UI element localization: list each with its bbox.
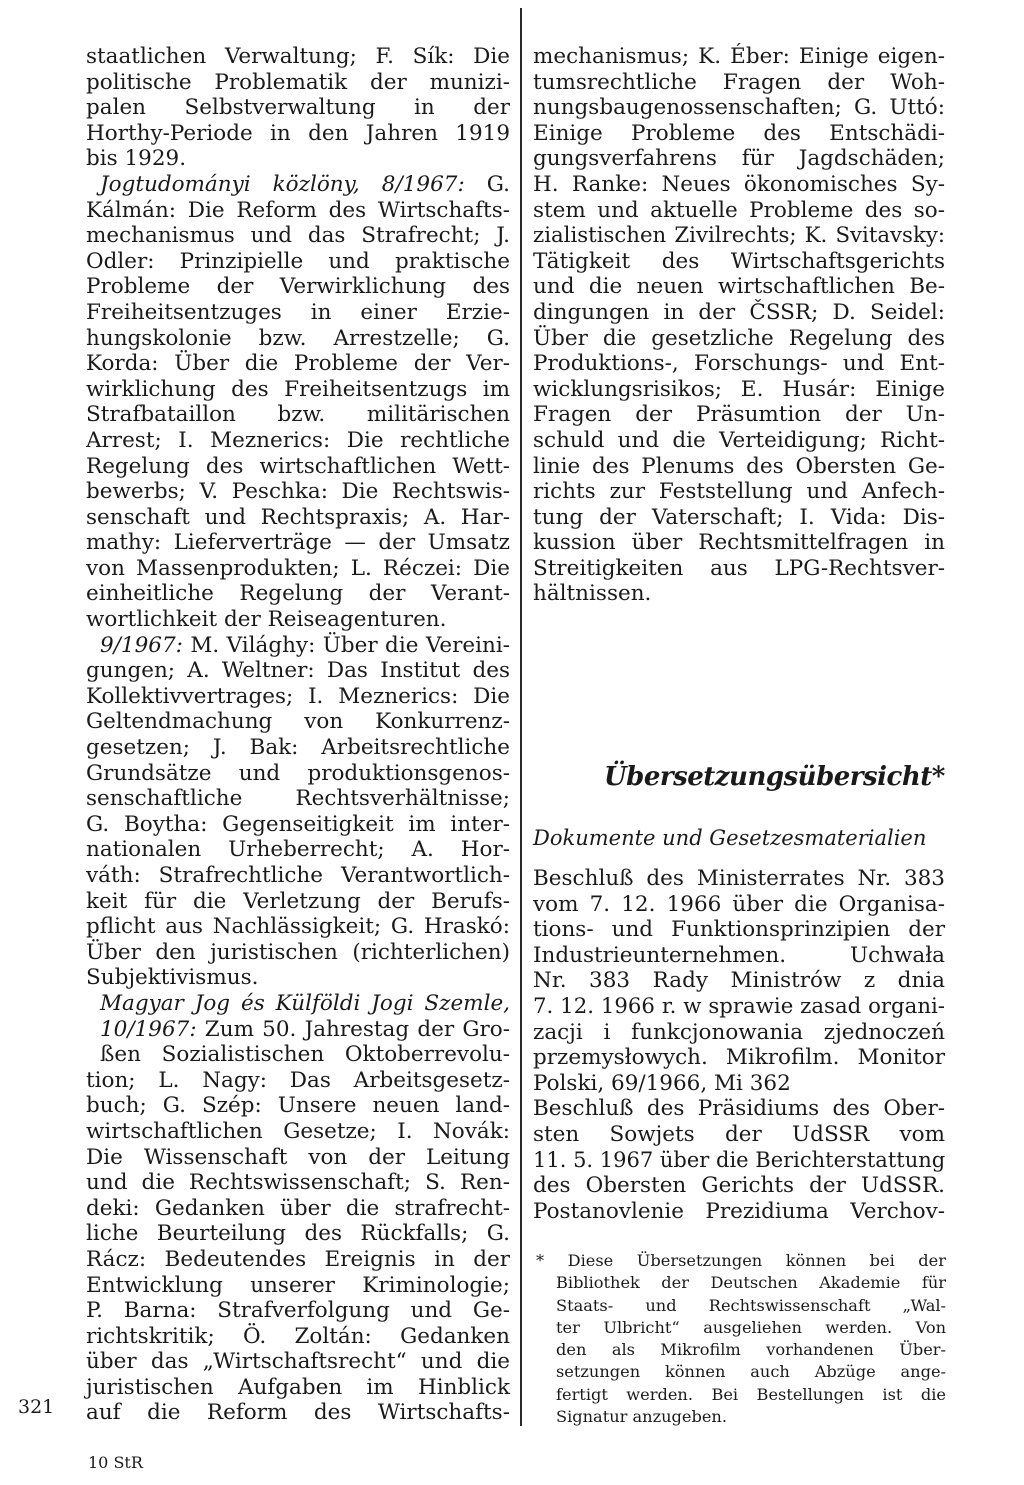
text-line: Grundsätze und produktionsgenos- (86, 760, 510, 786)
text-line: G. Boytha: Gegenseitigkeit im inter- (86, 811, 510, 837)
text-line: zialistischen Zivilrechts; K. Svitavsky: (533, 223, 945, 249)
text-line: Fragen der Präsumtion der Un- (533, 402, 945, 428)
text-line: nationalen Urheberrecht; A. Hor- (86, 837, 510, 863)
text-line: 10/1967: Zum 50. Jahrestag der Gro- (100, 1016, 510, 1042)
text-line: buch; G. Szép: Unsere neuen land- (86, 1093, 510, 1119)
text-line: Regelung des wirtschaftlichen Wett- (86, 453, 510, 479)
text-line: politische Problematik der munizi- (86, 69, 510, 95)
text-line: Einige Probleme des Entschädi- (533, 120, 945, 146)
footnote-line: Staats- und Rechtswissenschaft „Wal- (556, 1295, 946, 1315)
text-line: 7. 12. 1966 r. w sprawie zasad organi- (533, 993, 945, 1019)
text-line: wirtschaftlichen Gesetze; I. Novák: (86, 1118, 510, 1144)
text-line: Arrest; I. Meznerics: Die rechtliche (86, 427, 510, 453)
text-line: Entwicklung unserer Kriminologie; (86, 1272, 510, 1298)
text-line: Kollektivvertrages; I. Meznerics: Die (86, 683, 510, 709)
text-line: senschaftliche Rechtsverhältnisse; (86, 786, 510, 812)
text-line: senschaft und Rechtspraxis; A. Har- (86, 504, 510, 530)
text-line: Streitigkeiten aus LPG-Rechtsver- (533, 555, 945, 581)
text-line: 11. 5. 1967 über die Berichterstattung (533, 1147, 946, 1172)
text-line: stem und aktuelle Probleme des so- (533, 197, 945, 223)
text-line: dingungen in der ČSSR; D. Seidel: (533, 299, 945, 325)
text-line: mechanismus und das Strafrecht; J. (86, 223, 510, 249)
section-heading: Übersetzungsübersicht* (604, 762, 945, 792)
footnote-line: Signatur anzugeben. (556, 1407, 728, 1427)
text-line: staatlichen Verwaltung; F. Sík: Die (86, 44, 510, 69)
text-line: und die neuen wirtschaftlichen Be- (533, 274, 945, 300)
text-line: hältnissen. (533, 581, 652, 607)
text-line: tions- und Funktionsprinzipien der (533, 917, 945, 943)
text-line: Korda: Über die Probleme der Ver- (86, 351, 510, 377)
footnote-line: setzungen können auch Abzüge ange- (556, 1362, 946, 1382)
text-line: bewerbs; V. Peschka: Die Rechtswis- (86, 479, 510, 505)
text-line: wicklungsrisikos; E. Husár: Einige (533, 376, 945, 402)
journal-title: Jogtudományi közlöny, 8/1967: (100, 171, 465, 197)
text-line: vom 7. 12. 1966 über die Organisa- (533, 891, 945, 917)
text-line: keit für die Verletzung der Berufs- (86, 888, 510, 914)
text-line: Subjektivismus. (86, 965, 259, 991)
journal-entry-line (86, 991, 510, 1017)
text-line: Nr. 383 Rady Ministrów z dnia (533, 968, 945, 994)
text-line: Rácz: Bedeutendes Ereignis in der (86, 1246, 510, 1272)
text-line: bis 1929. (86, 146, 187, 172)
text-line: schuld und die Verteidigung; Richt- (533, 427, 945, 453)
footnote-line: Bibliothek der Deutschen Akademie für (556, 1273, 946, 1293)
text-line: wirklichung des Freiheitsentzugs im (86, 376, 510, 402)
footnote-line: den als Mikrofilm vorhandenen Über- (556, 1340, 946, 1360)
text-line: gungen; A. Weltner: Das Institut des (86, 658, 510, 684)
column-divider (520, 8, 522, 1426)
text-line: Horthy-Periode in den Jahren 1919 (86, 120, 510, 146)
text-line: pflicht aus Nachlässigkeit; G. Hraskó: (86, 914, 510, 940)
text-line: richtskritik; Ö. Zoltán: Gedanken (86, 1323, 510, 1349)
journal-title: 9/1967: (100, 632, 183, 658)
text-line: gesetzen; J. Bak: Arbeitsrechtliche (86, 735, 510, 761)
text-line: H. Ranke: Neues ökonomisches Sy- (533, 171, 945, 197)
text-line: Beschluß des Präsidiums des Ober- (533, 1096, 945, 1122)
text-line: zacji i funkcjonowania zjednoczeń (533, 1019, 945, 1045)
footnote-line: * Diese Übersetzungen können bei der (536, 1251, 946, 1270)
text-line: liche Beurteilung des Rückfalls; G. (86, 1221, 510, 1247)
text-line: kussion über Rechtsmittelfragen in (533, 530, 945, 556)
text-line: ßen Sozialistischen Oktoberrevolu- (100, 1042, 510, 1068)
text-line: mechanismus; K. Éber: Einige eigen- (533, 44, 945, 69)
text-line: Odler: Prinzipielle und praktische (86, 248, 510, 274)
text-line: Über den juristischen (richterlichen) (86, 939, 510, 965)
text-line: P. Barna: Strafverfolgung und Ge- (86, 1298, 510, 1324)
text-line: Freiheitsentzuges in einer Erzie- (86, 299, 510, 325)
text-line: Tätigkeit des Wirtschaftsgerichts (533, 248, 945, 274)
text-line: auf die Reform des Wirtschafts- (86, 1400, 510, 1426)
printer-signature-mark: 10 StR (88, 1453, 143, 1472)
text-line: przemysłowych. Mikrofilm. Monitor (533, 1045, 945, 1071)
journal-title: Magyar Jog és Külföldi Jogi Szemle, (100, 990, 510, 1016)
text-line: Industrieunternehmen. Uchwała (533, 942, 945, 968)
text-line: deki: Gedanken über die strafrecht- (86, 1195, 510, 1221)
text-line: des Obersten Gerichts der UdSSR. (533, 1173, 945, 1199)
text-line: tung der Vaterschaft; I. Vida: Dis- (533, 504, 945, 530)
text-line: Postanovlenie Prezidiuma Verchov- (533, 1198, 945, 1224)
text-line: von Massenprodukten; L. Réczei: Die (86, 555, 510, 581)
journal-entry-line: Jogtudományi közlöny, 8/1967: G. (100, 171, 510, 197)
section-subheading: Dokumente und Gesetzesmaterialien (533, 826, 927, 850)
text-line: Die Wissenschaft von der Leitung (86, 1144, 510, 1170)
text-line: nungsbaugenossenschaften; G. Uttó: (533, 95, 945, 121)
text-line: palen Selbstverwaltung in der (86, 95, 510, 121)
text-line: einheitliche Regelung der Verant- (86, 581, 510, 607)
documents-list (533, 866, 945, 1224)
footnote (536, 1250, 946, 1428)
text-line: Kálmán: Die Reform des Wirtschafts- (86, 197, 510, 223)
left-column (86, 44, 510, 1426)
text-line: linie des Plenums des Obersten Ge- (533, 453, 945, 479)
text-line: Polski, 69/1966, Mi 362 (533, 1070, 791, 1096)
text-line: und die Rechtswissenschaft; S. Ren- (86, 1170, 510, 1196)
text-line: Produktions-, Forschungs- und Ent- (533, 351, 945, 377)
text-line: hungskolonie bzw. Arrestzelle; G. (86, 325, 510, 351)
text-line: wortlichkeit der Reiseagenturen. (86, 607, 447, 633)
text-line: Probleme der Verwirklichung des (86, 274, 510, 300)
text-line: Über die gesetzliche Regelung des (533, 325, 945, 351)
text-line: tumsrechtliche Fragen der Woh- (533, 69, 945, 95)
text-line: gungsverfahrens für Jagdschäden; (533, 146, 945, 172)
text-line: tion; L. Nagy: Das Arbeitsgesetz- (86, 1067, 510, 1093)
text-line: mathy: Lieferverträge — der Umsatz (86, 530, 510, 556)
text-line: richts zur Feststellung und Anfech- (533, 479, 945, 505)
right-column (533, 44, 945, 607)
footnote-line: ter Ulbricht“ ausgeliehen werden. Von (556, 1317, 946, 1337)
text-line: juristischen Aufgaben im Hinblick (86, 1374, 510, 1400)
text-line: Beschluß des Ministerrates Nr. 383 (533, 866, 945, 891)
journal-entry-line: 9/1967: M. Világhy: Über die Vereini- (100, 632, 510, 658)
text-line: sten Sowjets der UdSSR vom (533, 1121, 945, 1147)
footnote-line: fertigt werden. Bei Bestellungen ist die (556, 1384, 946, 1404)
text-line: über das „Wirtschaftsrecht“ und die (86, 1349, 510, 1375)
text-line: Strafbataillon bzw. militärischen (86, 402, 510, 428)
journal-title: 10/1967: (100, 1016, 197, 1042)
text-line: Geltendmachung von Konkurrenz- (86, 709, 510, 735)
text-line: váth: Strafrechtliche Verantwortlich- (86, 863, 510, 888)
page-number: 321 (18, 1396, 55, 1418)
